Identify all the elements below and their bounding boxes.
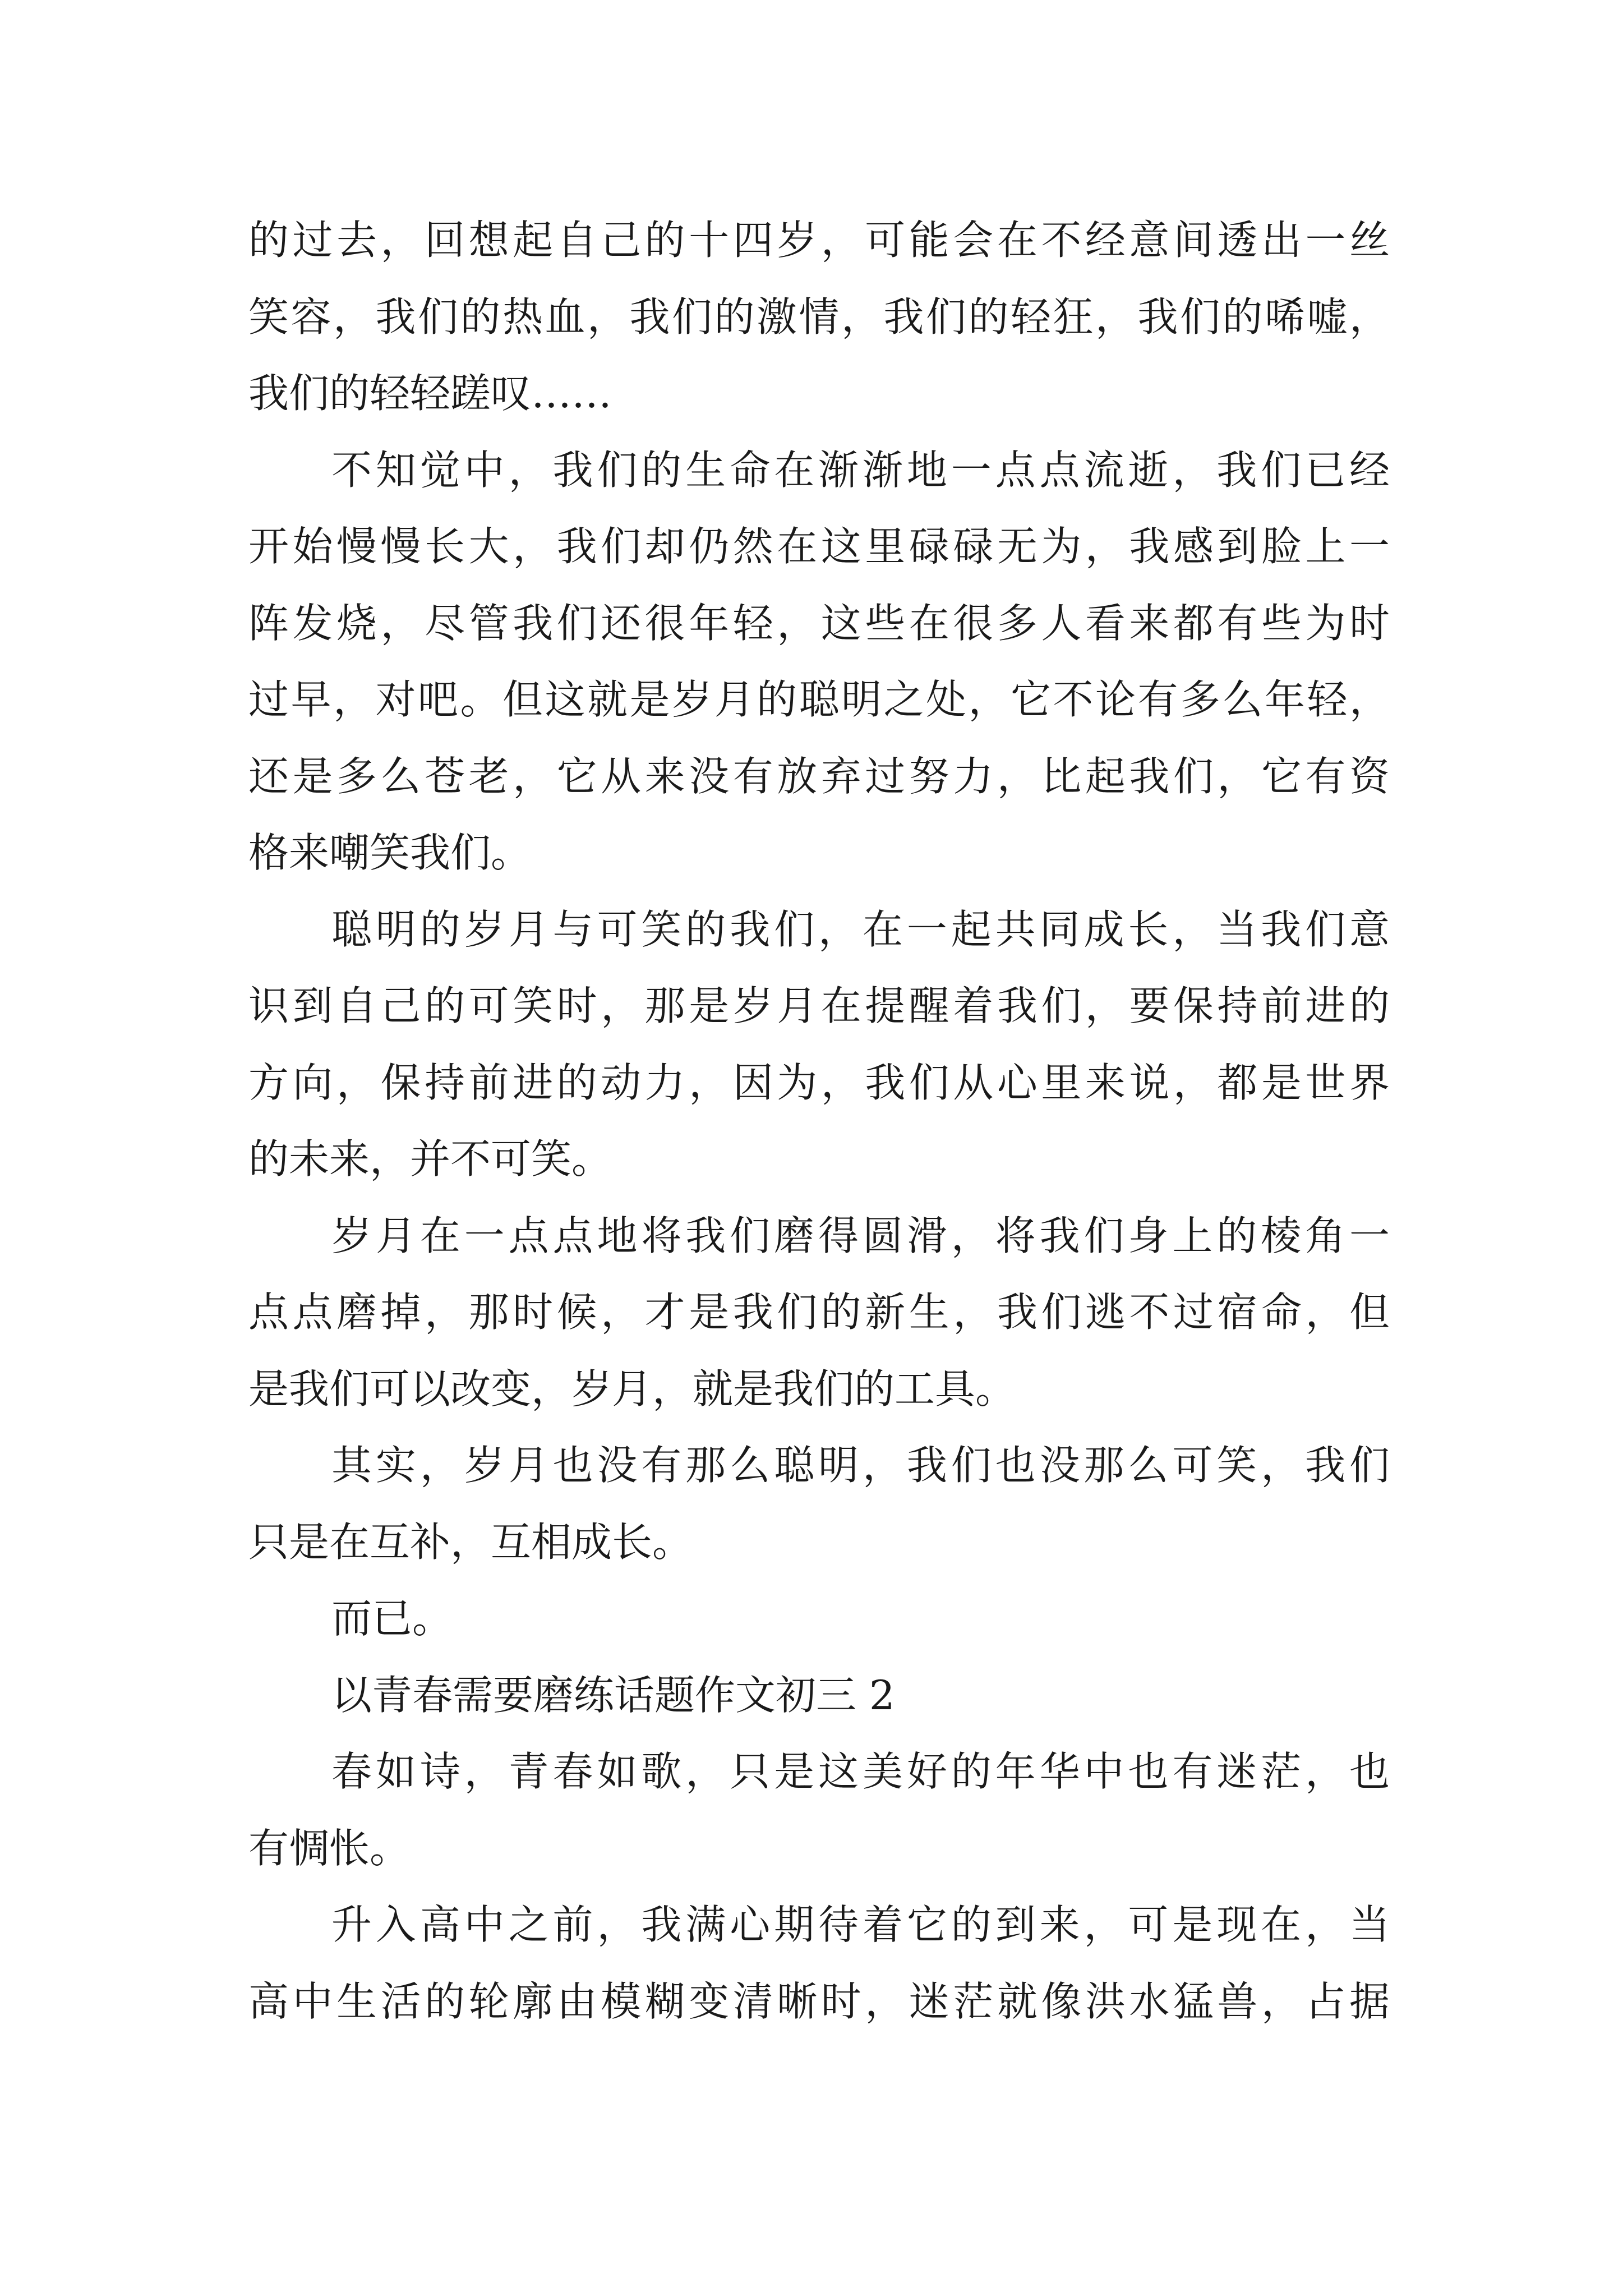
text-line: 不知觉中，我们的生命在渐渐地一点点流逝，我们已经 (331, 446, 1390, 494)
text-line: 升入高中之前，我满心期待着它的到来，可是现在，当 (331, 1901, 1390, 1948)
text-line: 是我们可以改变，岁月，就是我们的工具。 (248, 1365, 1016, 1412)
text-line: 的未来，并不可笑。 (248, 1135, 612, 1182)
text-line: 方向，保持前进的动力，因为，我们从心里来说，都是世界 (248, 1059, 1390, 1106)
text-line: 而已。 (331, 1595, 453, 1642)
text-line: 的过去，回想起自己的十四岁，可能会在不经意间透出一丝 (248, 217, 1390, 264)
text-line: 点点磨掉，那时候，才是我们的新生，我们逃不过宿命，但 (248, 1289, 1390, 1336)
text-line: 笑容，我们的热血，我们的激情，我们的轻狂，我们的唏嘘， (248, 293, 1390, 341)
text-line: 还是多么苍老，它从来没有放弃过努力，比起我们，它有资 (248, 752, 1390, 800)
text-line: 阵发烧，尽管我们还很年轻，这些在很多人看来都有些为时 (248, 599, 1390, 647)
text-line: 过早，对吧。但这就是岁月的聪明之处，它不论有多么年轻， (248, 676, 1390, 723)
text-line: 有惆怅。 (248, 1824, 411, 1872)
text-line: 格来嘲笑我们。 (248, 829, 532, 876)
text-line: 只是在互补，互相成长。 (248, 1518, 693, 1566)
text-line: 春如诗，青春如歌，只是这美好的年华中也有迷茫，也 (331, 1748, 1390, 1795)
text-line: 岁月在一点点地将我们磨得圆滑，将我们身上的棱角一 (331, 1212, 1390, 1259)
text-line: 其实，岁月也没有那么聪明，我们也没那么可笑，我们 (331, 1442, 1390, 1489)
text-line: 高中生活的轮廓由模糊变清晰时，迷茫就像洪水猛兽，占据 (248, 1977, 1390, 2025)
text-line: 聪明的岁月与可笑的我们，在一起共同成长，当我们意 (331, 905, 1390, 953)
document-body (248, 202, 1390, 2040)
text-line: 识到自己的可笑时，那是岁月在提醒着我们，要保持前进的 (248, 982, 1390, 1029)
text-line: 开始慢慢长大，我们却仍然在这里碌碌无为，我感到脸上一 (248, 523, 1390, 570)
section-heading: 以青春需要磨练话题作文初三 2 (331, 1671, 895, 1719)
text-line: 我们的轻轻蹉叹…… (248, 370, 612, 417)
